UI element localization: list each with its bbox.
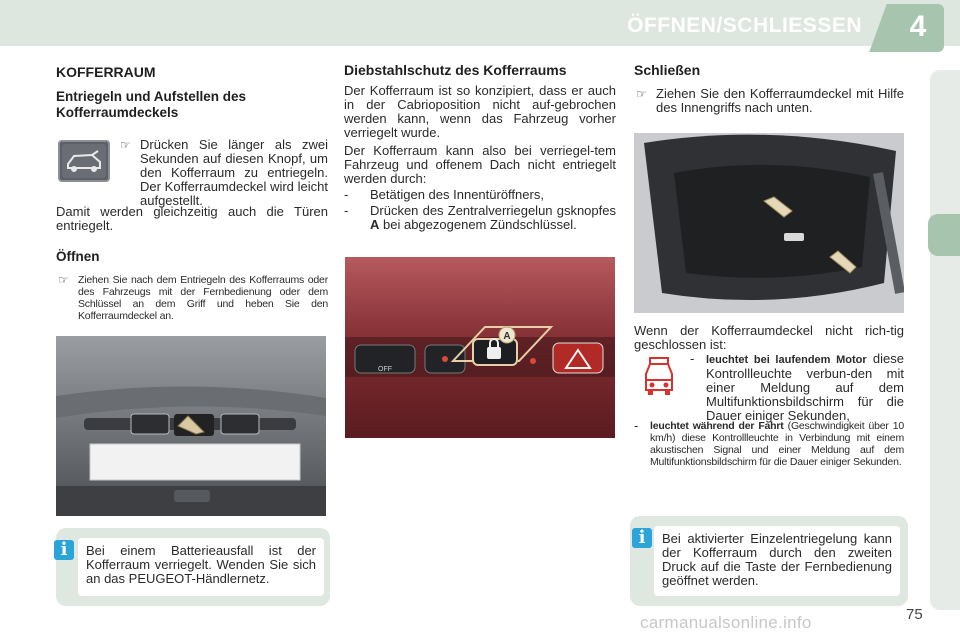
pointing-hand-icon: ☞ <box>636 87 647 101</box>
info-icon: i <box>632 528 652 548</box>
side-tab-active[interactable] <box>928 214 960 256</box>
left-lower-text <box>56 205 328 322</box>
key-label-a: A <box>370 217 380 232</box>
middle-column <box>344 62 616 232</box>
anti-theft-para-2: Der Kofferraum kann also bei verriegel-tem Fahrzeug und offenem Dach nicht entriegelt werden durch: <box>344 143 616 186</box>
warning-item-2 <box>634 420 904 468</box>
closing-bullet-text: Ziehen Sie den Kofferraumdeckel mit Hilfe des Innengriffs nach unten. <box>656 86 904 115</box>
open-title: Öffnen <box>56 249 100 264</box>
open-trunk-warning-icon <box>640 356 678 398</box>
closing-title: Schließen <box>634 62 701 78</box>
central-locking-photo <box>345 257 615 438</box>
right-column <box>634 62 904 115</box>
list-item <box>634 87 904 115</box>
page-number: 75 <box>906 606 923 623</box>
list-item: - Drücken des Zentralverriegelun gsknopfes A bei abgezogenem Zündschlüssel. <box>344 203 616 232</box>
anti-theft-para-1: Der Kofferraum ist so konzipiert, dass er auch in der Cabrioposition nicht auf-gebrochen werden kann, wenn das Fahrzeug vorher verriegelt wurde. <box>344 83 616 140</box>
warning-2-text: (Geschwindigkeit über 10 km/h) diese Kontrollleuchte in Verbindung mit einem akustischen Signal und einer Meldung auf dem Multifunktionsbildschirm für die Dauer einiger Sekunden. <box>650 420 905 468</box>
list-item: - leuchtet während der Fahrt (Geschwindigkeit über 10 km/h) diese Kontrollleuchte in Verbindung mit einem akustischen Signal und einer Meldung auf dem Multifunktionsbildschirm für die Dauer einiger Sekunden. <box>634 418 905 468</box>
info-note-right <box>630 516 908 606</box>
pointing-hand-icon: ☞ <box>58 273 69 287</box>
warning-intro: Wenn der Kofferraumdeckel nicht rich-tig geschlossen ist: <box>634 323 904 352</box>
list-item: - Betätigen des Innentüröffners, <box>344 187 544 202</box>
off-label: OFF <box>378 366 392 373</box>
car-trunk-button-icon <box>58 140 110 182</box>
warning-2-emphasis: leuchtet während der Fahrt <box>650 420 784 432</box>
trunk-interior-photo <box>634 133 904 313</box>
warning-1-text: diese Kontrollleuchte verbun-den mit einer Meldung auf dem Multifunktionsbildschirm für die Dauer einiger Sekunden, <box>706 351 904 423</box>
unlock-title: Entriegeln und Aufstellen des Kofferraumdeckels <box>56 89 247 120</box>
anti-theft-item-1: Betätigen des Innentüröffners, <box>370 187 544 202</box>
pointing-hand-icon: ☞ <box>120 138 131 152</box>
list-item <box>118 138 328 208</box>
anti-theft-item-2-end: bei abgezogenem Zündschlüssel. <box>383 217 577 232</box>
unlock-instructions <box>118 138 328 208</box>
unlock-bullet-text: Drücken Sie länger als zwei Sekunden auf diesen Knopf, um den Kofferraum zu entriegeln. Der Kofferraumdeckel wird leicht aufgestellt. <box>140 137 328 208</box>
list-item: - leuchtet bei laufendem Motor diese Kontrollleuchte verbun-den mit einer Meldung auf dem Multifunktionsbildschirm für die Dauer einiger Sekunden, <box>690 351 904 423</box>
side-tab-strip <box>930 70 960 610</box>
warning-text <box>634 324 904 352</box>
unlock-note: Damit werden gleichzeitig auch die Türen entriegelt. <box>56 204 328 233</box>
chapter-title: ÖFFNEN/SCHLIESSEN <box>627 14 862 37</box>
trunk-handle-photo <box>56 336 326 516</box>
anti-theft-title: Diebstahlschutz des Kofferraums <box>344 62 567 78</box>
watermark: carmanualsonline.info <box>640 613 812 632</box>
photo-label-a: A <box>503 331 511 342</box>
warning-item-1 <box>690 352 904 423</box>
section-title: KOFFERRAUM <box>56 64 156 80</box>
open-bullet-text: Ziehen Sie nach dem Entriegeln des Kofferraums oder des Fahrzeugs mit der Fernbedienung oder dem Schlüssel an dem Griff und heben Sie den Kofferraumdeckel an. <box>78 274 328 322</box>
warning-1-emphasis: leuchtet bei laufendem Motor <box>706 354 867 366</box>
info-text: Bei aktivierter Einzelentriegelung kann der Kofferraum durch den zweiten Druck auf die Taste der Fernbedienung geöffnet werden. <box>654 526 900 596</box>
list-item <box>56 274 328 322</box>
chapter-number: 4 <box>909 10 927 43</box>
chapter-badge <box>892 4 944 52</box>
page-header <box>0 0 960 46</box>
info-text: Bei einem Batterieausfall ist der Kofferraum verriegelt. Wenden Sie sich an das PEUGEOT-Händlernetz. <box>78 538 324 596</box>
info-note-left <box>56 528 330 606</box>
info-icon: i <box>54 540 74 560</box>
left-column <box>56 64 328 121</box>
anti-theft-item-2: Drücken des Zentralverriegelun gsknopfes <box>370 203 616 218</box>
